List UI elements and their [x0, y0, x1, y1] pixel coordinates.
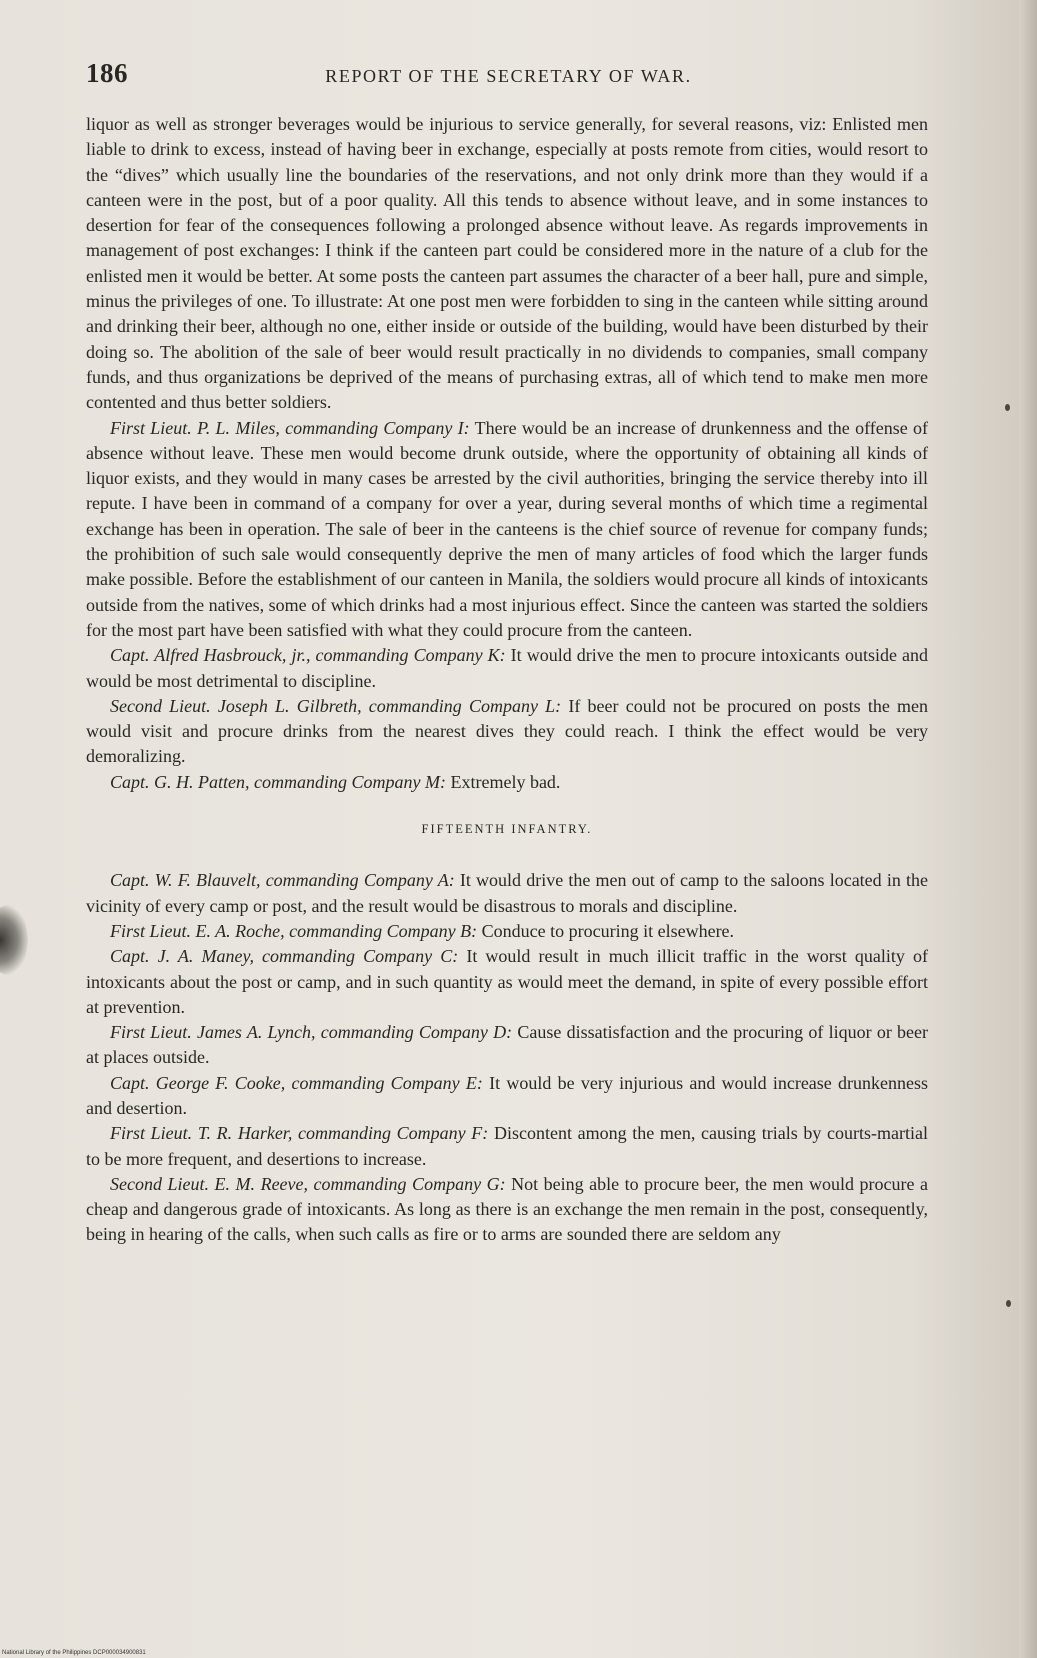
- body-text: [86, 112, 928, 1248]
- scan-footer: National Library of the Philippines DCP000034900831: [2, 1650, 146, 1656]
- paragraph-text: Not being able to procure beer, the men would procure a cheap and dangerous grade of intoxicants. As long as there is an exchange the men remain in the post, consequently, being in hearing of the calls, when such calls as fire or to arms are sounded there are seldom any: [86, 1173, 928, 1245]
- officer-name: First Lieut. P. L. Miles, commanding Company I:: [110, 417, 470, 438]
- paragraph-company-g: [86, 1172, 928, 1248]
- paragraph-text: It would drive the men to procure intoxicants outside and would be most detrimental to discipline.: [86, 645, 929, 691]
- officer-name: First Lieut. T. R. Harker, commanding Company F:: [110, 1123, 489, 1144]
- paragraph-text: If beer could not be procured on posts the men would visit and procure drinks from the nearest dives they could reach. I think the effect would be very demoralizing.: [86, 695, 929, 767]
- paragraph-text: It would result in much illicit traffic in the worst quality of intoxicants about the post or camp, and in such quantity as would meet the demand, in spite of every possible effort at prevention.: [86, 946, 928, 1017]
- paragraph-company-i: [86, 416, 928, 644]
- paragraph-text: It would be very injurious and would increase drunkenness and desertion.: [86, 1072, 929, 1118]
- paragraph-company-b: [86, 919, 928, 944]
- paragraph-company-m: [86, 770, 928, 795]
- speck-mark: [1005, 404, 1010, 411]
- paragraph-text: liquor as well as stronger beverages would be injurious to service generally, for several reasons, viz: Enlisted men liable to drink to excess, instead of having beer in exchange, especially at posts remote from cities, would resort to the “dives” which usually line the boundaries of the reservations, and not only drink more than they would if a canteen were in the post, but of a poor quality. All this tends to absence without leave, and in some instances to desertion for fear of the consequences following a prolonged absence without leave. As regards improvements in management of post exchanges: I think if the canteen part could be considered more in the nature of a club for the enlisted men it would be better. At some posts the canteen part assumes the character of a beer hall, pure and simple, minus the privileges of one. To illustrate: At one post men were forbidden to sing in the canteen while sitting around and drinking their beer, although no one, either inside or outside of the building, would have been disturbed by their doing so. The abolition of the sale of beer would result practically in no dividends to companies, small company funds, and thus organizations be deprived of the means of purchasing extras, all of which tend to make men more contented and thus better soldiers.: [86, 114, 928, 413]
- officer-name: Capt. Alfred Hasbrouck, jr., commanding Company K:: [110, 645, 506, 666]
- speck-mark: [1006, 1300, 1011, 1307]
- paragraph-company-k: [86, 643, 928, 694]
- paragraph-company-a: [86, 868, 928, 919]
- paragraph-text: Conduce to procuring it elsewhere.: [481, 920, 735, 941]
- officer-name: Second Lieut. Joseph L. Gilbreth, commanding Company L:: [110, 695, 562, 716]
- officer-name: Capt. W. F. Blauvelt, commanding Company A:: [110, 870, 455, 891]
- paragraph-text: Cause dissatisfaction and the procuring of liquor or beer at places outside.: [86, 1022, 929, 1068]
- officer-name: Second Lieut. E. M. Reeve, commanding Company G:: [110, 1173, 506, 1194]
- page-edge-shadow: [1019, 0, 1037, 1658]
- officer-name: First Lieut. E. A. Roche, commanding Company B:: [110, 920, 478, 941]
- paragraph-text: It would drive the men out of camp to the saloons located in the vicinity of every camp or post, and the result would be disastrous to morals and discipline.: [86, 870, 929, 916]
- page-number: 186: [86, 58, 128, 88]
- paragraph-continued: [86, 112, 928, 416]
- running-title: REPORT OF THE SECRETARY OF WAR.: [325, 66, 692, 86]
- officer-name: Capt. G. H. Patten, commanding Company M:: [110, 771, 446, 792]
- paragraph-company-l: [86, 694, 928, 770]
- officer-name: First Lieut. James A. Lynch, commanding Company D:: [110, 1022, 513, 1043]
- paragraph-company-c: [86, 944, 928, 1020]
- paragraph-text: There would be an increase of drunkenness and the offense of absence without leave. These men would become drunk outside, where the opportunity of obtaining all kinds of liquor exists, and they would in many cases be arrested by the civil authorities, bringing the service thereby into ill repute. I have been in command of a company for over a year, during several months of which time a regimental exchange has been in operation. The sale of beer in the canteens is the chief source of revenue for company funds; the prohibition of such sale would consequently deprive the men of many articles of food which the larger funds make possible. Before the establishment of our canteen in Manila, the soldiers would procure all kinds of intoxicants outside from the natives, some of which drinks had a most injurious effect. Since the canteen was started the soldiers for the most part have been satisfied with what they could procure from the canteen.: [86, 417, 929, 640]
- paragraph-company-e: [86, 1071, 928, 1122]
- officer-name: Capt. J. A. Maney, commanding Company C:: [110, 946, 459, 967]
- page-header: [86, 58, 931, 98]
- paragraph-company-d: [86, 1020, 928, 1071]
- paragraph-company-f: [86, 1121, 928, 1172]
- paragraph-text: Extremely bad.: [450, 771, 561, 792]
- officer-name: Capt. George F. Cooke, commanding Company E:: [110, 1072, 483, 1093]
- paragraph-text: Discontent among the men, causing trials by courts-martial to be more frequent, and desertions to increase.: [86, 1123, 928, 1169]
- ink-smudge: [0, 905, 28, 975]
- section-heading: FIFTEENTH INFANTRY.: [421, 822, 593, 837]
